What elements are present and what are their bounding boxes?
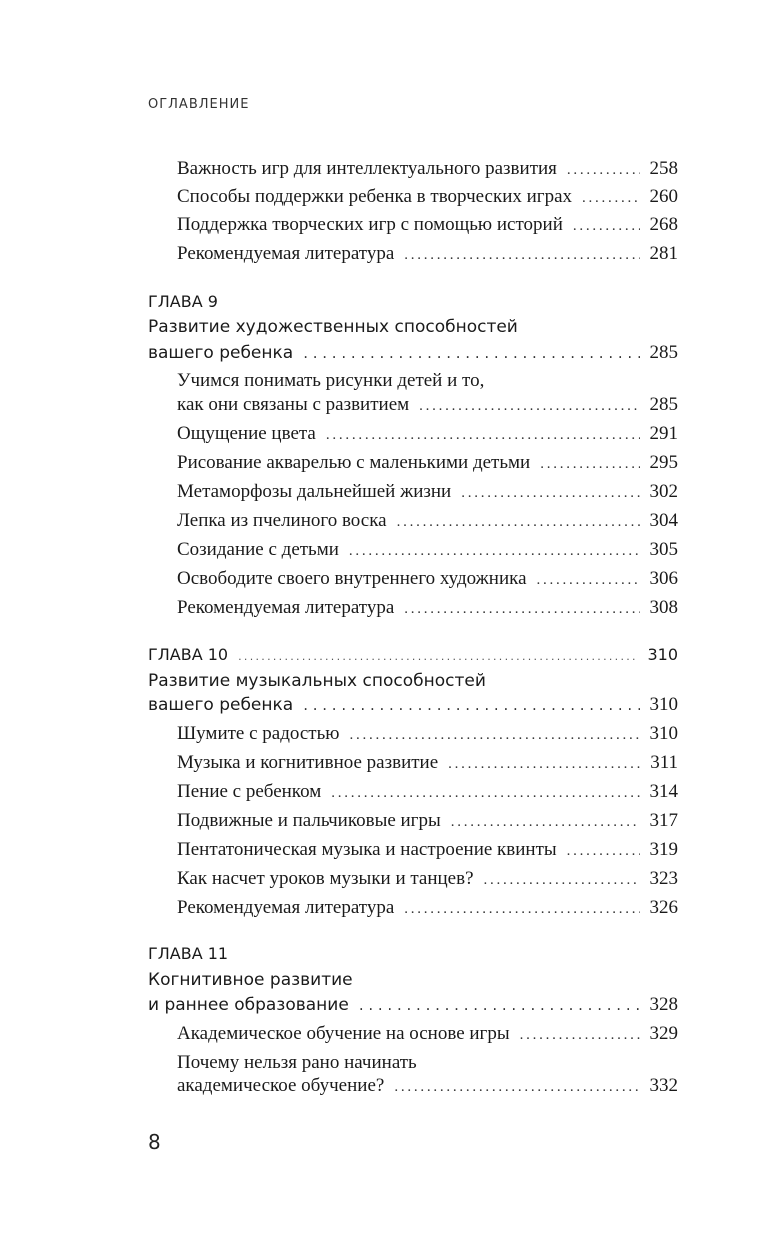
dot-leader	[461, 478, 640, 507]
dot-leader	[451, 807, 640, 836]
toc-entry[interactable]	[148, 478, 678, 506]
toc-entry[interactable]	[148, 507, 678, 535]
toc-entry[interactable]	[148, 894, 678, 922]
dot-leader	[331, 778, 640, 807]
page-number: 8	[148, 1130, 161, 1154]
entry-page: 323	[649, 868, 678, 889]
toc-entry[interactable]	[148, 565, 678, 593]
entry-page: 314	[649, 781, 678, 802]
chapter-title-line2[interactable]	[148, 991, 678, 1019]
entry-page: 332	[649, 1075, 678, 1096]
chapter-11-title-line2: и раннее образование	[148, 995, 349, 1015]
entry-title: Шумите с радостью	[177, 723, 340, 744]
dot-leader	[404, 240, 640, 269]
entry-page: 311	[650, 752, 678, 773]
entry-page: 285	[649, 394, 678, 415]
entry-title: Рисование акварелью с маленькими детьми	[177, 452, 531, 473]
dot-leader	[567, 836, 640, 865]
toc-entry[interactable]	[148, 720, 678, 748]
entry-page: 291	[649, 423, 678, 444]
toc-entry[interactable]	[148, 865, 678, 893]
chapter-title-line2[interactable]	[148, 339, 678, 367]
entry-page: 310	[649, 723, 678, 744]
entry-title: Важность игр для интеллектуального развития	[177, 158, 557, 179]
entry-title: Музыка и когнитивное развитие	[177, 752, 439, 773]
entry-title: Академическое обучение на основе игры	[177, 1023, 510, 1044]
chapter-9-title-line2: вашего ребенка	[148, 343, 294, 363]
dot-leader	[520, 1020, 640, 1049]
entry-title: Лепка из пчелиного воска	[177, 510, 387, 531]
chapter-9-page: 285	[649, 342, 678, 363]
chapter-10-label-page: 310	[647, 645, 678, 664]
chapter-title-line1[interactable]	[148, 966, 678, 994]
toc-entry[interactable]	[148, 449, 678, 477]
entry-title: Созидание с детьми	[177, 539, 339, 560]
dot-leader	[573, 211, 640, 240]
entry-page: 302	[649, 481, 678, 502]
entry-page: 306	[649, 568, 678, 589]
dot-leader	[349, 536, 640, 565]
chapter-11-page: 328	[649, 994, 678, 1015]
entry-page: 308	[649, 597, 678, 618]
entry-page: 317	[649, 810, 678, 831]
entry-page: 326	[649, 897, 678, 918]
chapter-label	[148, 288, 678, 316]
dot-leader	[537, 565, 640, 594]
chapter-title-line2[interactable]	[148, 691, 678, 719]
entry-page: 295	[649, 452, 678, 473]
dot-leader	[484, 865, 640, 894]
entry-title-line1: Почему нельзя рано начинать	[177, 1052, 417, 1073]
running-head: ОГЛАВЛЕНИЕ	[148, 97, 250, 112]
dot-leader	[303, 339, 640, 367]
dot-leader	[540, 449, 640, 478]
chapter-label	[148, 940, 678, 968]
dot-leader	[567, 155, 640, 184]
entry-page: 304	[649, 510, 678, 531]
toc-entry[interactable]	[148, 391, 678, 419]
entry-page: 268	[649, 214, 678, 235]
entry-title: Метаморфозы дальнейшей жизни	[177, 481, 452, 502]
toc-entry[interactable]	[148, 836, 678, 864]
entry-page: 260	[649, 186, 678, 207]
chapter-11-label: ГЛАВА 11	[148, 944, 229, 963]
entry-title: Пение с ребенком	[177, 781, 322, 802]
entry-page: 329	[649, 1023, 678, 1044]
entry-title: Освободите своего внутреннего художника	[177, 568, 527, 589]
chapter-9-label: ГЛАВА 9	[148, 292, 218, 311]
dot-leader	[326, 420, 640, 449]
entry-title: Ощущение цвета	[177, 423, 316, 444]
entry-page: 258	[649, 158, 678, 179]
dot-leader	[349, 720, 640, 749]
toc-entry[interactable]	[148, 1072, 678, 1100]
toc-entry[interactable]	[148, 749, 678, 777]
entry-title: Способы поддержки ребенка в творческих играх	[177, 186, 573, 207]
toc-entry[interactable]	[148, 807, 678, 835]
dot-leader	[448, 749, 640, 778]
toc-entry[interactable]	[148, 155, 678, 183]
dot-leader	[404, 894, 640, 923]
entry-page: 319	[649, 839, 678, 860]
dot-leader	[404, 594, 640, 623]
entry-page: 281	[649, 243, 678, 264]
entry-title: Как насчет уроков музыки и танцев?	[177, 868, 474, 889]
chapter-10-title-line1: Развитие музыкальных способностей	[148, 671, 486, 691]
chapter-10-title-line2: вашего ребенка	[148, 695, 294, 715]
entry-title: Рекомендуемая литература	[177, 897, 395, 918]
entry-title: академическое обучение?	[177, 1075, 385, 1096]
chapter-11-title-line1: Когнитивное развитие	[148, 970, 353, 990]
entry-title: Рекомендуемая литература	[177, 243, 395, 264]
chapter-label[interactable]	[148, 641, 678, 669]
entry-title: Рекомендуемая литература	[177, 597, 395, 618]
toc-entry[interactable]	[148, 594, 678, 622]
chapter-10-page: 310	[649, 694, 678, 715]
entry-title: Поддержка творческих игр с помощью историй	[177, 214, 563, 235]
dot-leader	[303, 691, 640, 719]
entry-title-line1: Учимся понимать рисунки детей и то,	[177, 370, 485, 391]
chapter-title-line1[interactable]	[148, 313, 678, 341]
toc-entry[interactable]	[148, 420, 678, 448]
dot-leader	[394, 1072, 640, 1101]
entry-title: как они связаны с развитием	[177, 394, 410, 415]
toc-entry[interactable]	[148, 536, 678, 564]
dot-leader	[397, 507, 640, 536]
toc-entry[interactable]	[148, 211, 678, 239]
toc-entry[interactable]	[148, 778, 678, 806]
entry-title: Пентатоническая музыка и настроение квинты	[177, 839, 557, 860]
entry-title: Подвижные и пальчиковые игры	[177, 810, 441, 831]
entry-page: 305	[649, 539, 678, 560]
chapter-9-title-line1: Развитие художественных способностей	[148, 317, 518, 337]
toc-entry[interactable]	[148, 240, 678, 268]
dot-leader	[582, 183, 640, 212]
chapter-10-label: ГЛАВА 10	[148, 645, 229, 664]
dot-leader	[359, 991, 640, 1019]
dot-leader	[419, 391, 640, 420]
toc-entry[interactable]	[148, 1020, 678, 1048]
toc-entry[interactable]	[148, 183, 678, 211]
